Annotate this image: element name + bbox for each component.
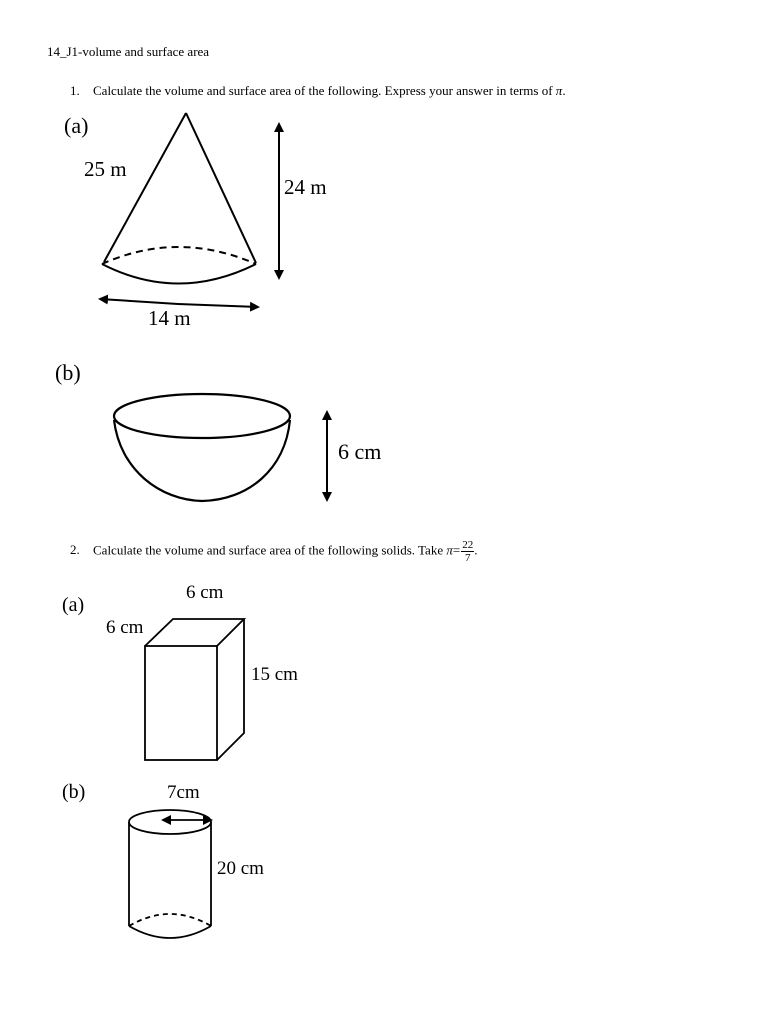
cone-right-edge xyxy=(186,113,256,263)
cuboid-front-face xyxy=(145,646,217,760)
cuboid-shape xyxy=(145,619,244,760)
equals-sign: = xyxy=(452,542,461,558)
cuboid-top-label: 6 cm xyxy=(186,582,224,603)
cone-diameter-arrow-left xyxy=(100,299,178,304)
cuboid-top-face xyxy=(145,619,244,646)
cylinder-height-label: 20 cm xyxy=(217,858,264,879)
cone-shape xyxy=(102,113,256,284)
figure-label-2b: (b) xyxy=(62,781,86,803)
cone-base-back xyxy=(102,247,256,264)
page-title: 14_J1-volume and surface area xyxy=(47,44,210,59)
cylinder-base-back xyxy=(129,914,211,926)
cone-left-edge xyxy=(104,113,186,262)
question-period: . xyxy=(474,542,478,558)
figure-label-2a: (a) xyxy=(62,594,85,616)
cuboid-height-label: 15 cm xyxy=(251,664,298,685)
cone-diameter-arrow-right xyxy=(178,304,258,307)
cone-diameter-label: 14 m xyxy=(148,306,191,330)
fraction-numerator: 22 xyxy=(462,539,474,551)
cone-height-label: 24 m xyxy=(284,175,327,199)
figure-label-1a: (a) xyxy=(64,113,89,138)
pi-symbol: π xyxy=(446,542,453,558)
figure-label-1b: (b) xyxy=(55,360,81,385)
cuboid-depth-label: 6 cm xyxy=(106,617,144,638)
cone-slant-label: 25 m xyxy=(84,157,127,181)
pi-symbol: π xyxy=(555,83,563,98)
cuboid-side-face xyxy=(217,619,244,760)
cylinder-top xyxy=(129,810,211,834)
question-number: 1. xyxy=(70,83,80,98)
cylinder-base-front xyxy=(129,926,211,938)
hemisphere-shape xyxy=(114,394,290,501)
cylinder-shape xyxy=(129,810,211,938)
hemisphere-rim xyxy=(114,394,290,438)
cone-base-front xyxy=(102,264,256,284)
hemisphere-height-label: 6 cm xyxy=(338,439,382,464)
question-text: Calculate the volume and surface area of the following solids. Take xyxy=(93,542,444,558)
cylinder-diameter-label: 7cm xyxy=(167,782,200,803)
question-period: . xyxy=(562,83,566,98)
fraction-denominator: 7 xyxy=(464,552,471,564)
question-number: 2. xyxy=(70,542,80,558)
question-text: Calculate the volume and surface area of the following. Express your answer in terms of xyxy=(93,83,553,98)
